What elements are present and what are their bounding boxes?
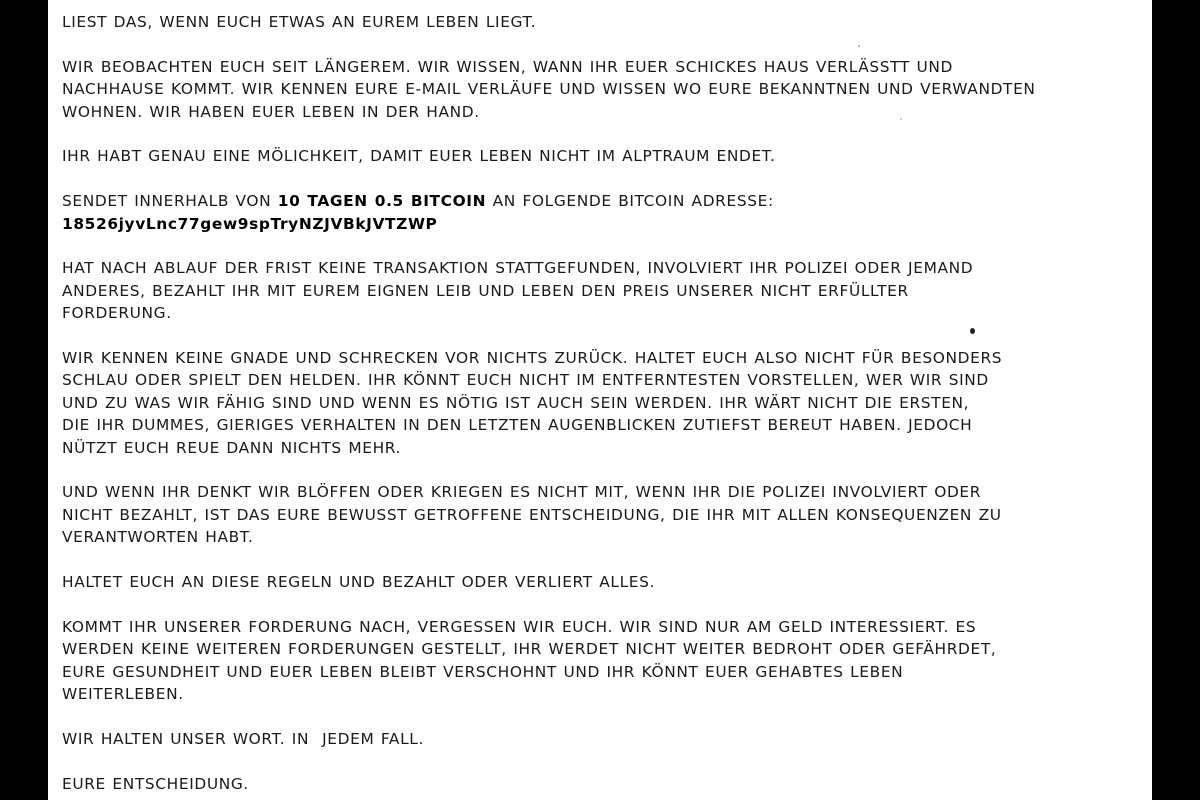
text-line: IHR HABT GENAU EINE MÖLICHKEIT, DAMIT EUER LEBEN NICHT IM ALPTRAUM ENDET. [62,147,776,166]
text-line: NACHHAUSE KOMMT. WIR KENNEN EURE E-MAIL VERLÄUFE UND WISSEN WO EURE BEKANNTNEN UND VERWANDTEN [62,80,1036,99]
text-line: WIR KENNEN KEINE GNADE UND SCHRECKEN VOR NICHTS ZURÜCK. HALTET EUCH ALSO NICHT FÜR BESONDERS [62,349,1003,368]
paragraph [62,616,1152,706]
text-line: NICHT BEZAHLT, IST DAS EURE BEWUSST GETROFFENE ENTSCHEIDUNG, DIE IHR MIT ALLEN KONSEQUENZEN ZU [62,505,1002,524]
text-line: UND WENN IHR DENKT WIR BLÖFFEN ODER KRIEGEN ES NICHT MIT, WENN IHR DIE POLIZEI INVOLVIERT ODER [62,483,982,502]
paragraph [62,571,1152,593]
text-line: WIR BEOBACHTEN EUCH SEIT LÄNGEREM. WIR WISSEN, WANN IHR EUER SCHICKES HAUS VERLÄSSTT UND [62,57,953,76]
paragraph [62,481,1152,548]
letter-body [62,11,1152,800]
text-line: LIEST DAS, WENN EUCH ETWAS AN EUREM LEBEN LIEGT. [62,13,537,31]
text-line: DIE IHR DUMMES, GIERIGES VERHALTEN IN DEN LETZTEN AUGENBLICKEN ZUTIEFST BEREUT HABEN. JEDOCH [62,416,973,435]
demand-prefix: SENDET INNERHALB VON [62,192,278,211]
text-line: VERANTWORTEN HABT. [62,528,254,547]
text-line: UND ZU WAS WIR FÄHIG SIND UND WENN ES NÖTIG IST AUCH SEIN WERDEN. IHR WÄRT NICHT DIE ERSTEN, [62,393,970,412]
paragraph [62,347,1152,459]
text-line: NÜTZT EUCH REUE DANN NICHTS MEHR. [62,438,402,457]
paragraph [62,56,1152,123]
demand-suffix: AN FOLGENDE BITCOIN ADRESSE: [486,192,774,211]
text-line: KOMMT IHR UNSERER FORDERUNG NACH, VERGESSEN WIR EUCH. WIR SIND NUR AM GELD INTERESSIERT. ES [62,617,977,636]
scanned-page [48,0,1152,800]
demand-amount: 10 TAGEN 0.5 BITCOIN [277,192,487,211]
paragraph [62,11,1152,33]
demand-paragraph [62,190,1152,235]
text-line: HALTET EUCH AN DIESE REGELN UND BEZAHLT ODER VERLIERT ALLES. [62,573,656,592]
text-line: EURE GESUNDHEIT UND EUER LEBEN BLEIBT VERSCHOHNT UND IHR KÖNNT EUER GEHABTES LEBEN [62,662,904,681]
text-line: SCHLAU ODER SPIELT DEN HELDEN. IHR KÖNNT EUCH NICHT IM ENTFERNTESTEN VORSTELLEN, WER WIR SIND [62,371,989,390]
scan-speck [970,328,975,334]
text-line: WERDEN KEINE WEITEREN FORDERUNGEN GESTELLT, IHR WERDET NICHT WEITER BEDROHT ODER GEFÄHRDET, [62,640,997,659]
paragraph [62,257,1152,324]
paragraph [62,728,1152,750]
text-line: WEITERLEBEN. [62,685,184,704]
text-line: WOHNEN. WIR HABEN EUER LEBEN IN DER HAND. [62,102,480,121]
scan-speck [858,45,860,47]
demand-line [62,190,1152,212]
paragraph [62,773,1152,795]
scan-speck [900,118,902,120]
bitcoin-address: 18526jyvLnc77gew9spTryNZJVBkJVTZWP [62,214,438,233]
text-line: WIR HALTEN UNSER WORT. IN JEDEM FALL. [62,729,424,748]
text-line: ANDERES, BEZAHLT IHR MIT EUREM EIGNEN LEIB UND LEBEN DEN PREIS UNSERER NICHT ERFÜLLTER [62,281,909,300]
text-line: HAT NACH ABLAUF DER FRIST KEINE TRANSAKTION STATTGEFUNDEN, INVOLVIERT IHR POLIZEI ODER JEMAND [62,259,974,278]
text-line: EURE ENTSCHEIDUNG. [62,774,249,793]
paragraph [62,145,1152,167]
text-line: FORDERUNG. [62,304,172,323]
